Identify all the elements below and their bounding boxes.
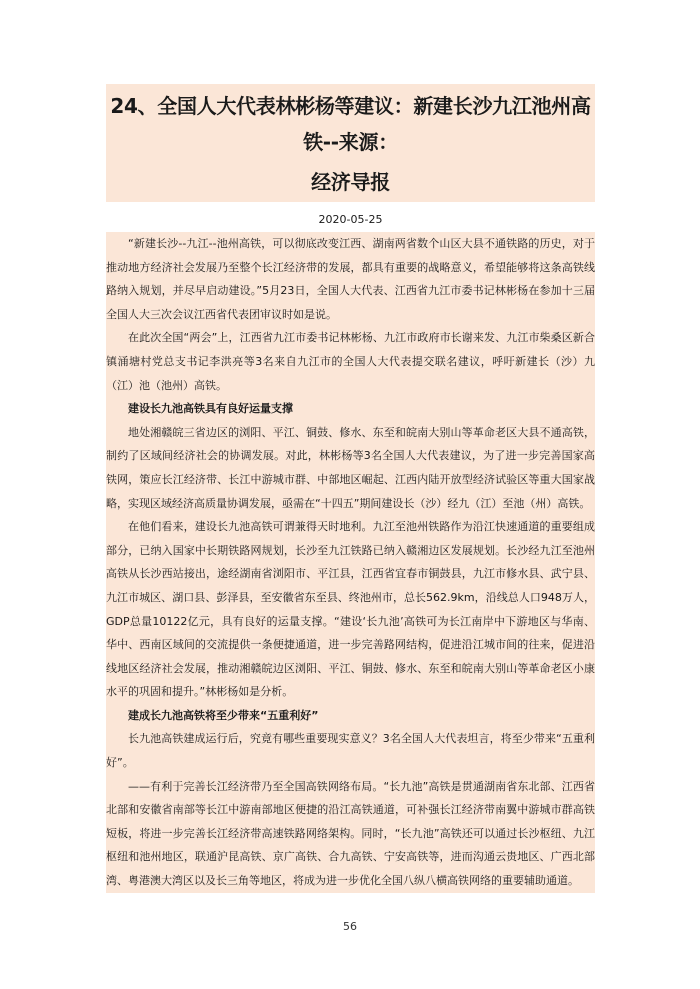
paragraph: ——有利于完善长江经济带乃至全国高铁网络布局。“长九池”高铁是贯通湖南省东北部、江西省北部和安徽省南部等长江中游南部地区便捷的沿江高铁通道，可补强长江经济带南翼中游城市群高铁短板，将进一步完善长江经济带高速铁路网络架构。同时，“长九池”高铁还可以通过长沙枢纽、九江枢纽和池州地区，联通沪昆高铁、京广高铁、合九高铁、宁安高铁等，进而沟通云贵地区、广西北部湾、粤港澳大湾区以及长三角等地区，将成为进一步优化全国八纵八横高铁网络的重要辅助通道。 bbox=[106, 779, 595, 888]
publish-date: 2020-05-25 bbox=[318, 213, 383, 226]
article-title-line-1: 24、全国人大代表林彬杨等建议：新建长沙九江池州高铁--来源： bbox=[110, 94, 591, 154]
paragraph: “新建长沙--九江--池州高铁，可以彻底改变江西、湖南两省数个山区大县不通铁路的历史，对于推动地方经济社会发展乃至整个长江经济带的发展，都具有重要的战略意义，希望能够将这条高铁线路纳入规划，并尽早启动建设。”5月23日，全国人大代表、江西省九江市委书记林彬杨在参加十三届全国人大三次会议江西省代表团审议时如是说。 bbox=[106, 237, 595, 321]
article-body bbox=[106, 232, 595, 893]
paragraph: 在此次全国“两会”上，江西省九江市委书记林彬杨、九江市政府市长谢来发、九江市柴桑区新合镇涌塘村党总支书记李洪亮等3名来自九江市的全国人大代表提交联名建议，呼吁新建长（沙）九（江）池（池州）高铁。 bbox=[106, 331, 595, 392]
page-number: 56 bbox=[343, 920, 357, 933]
paragraph: 地处湘赣皖三省边区的浏阳、平江、铜鼓、修水、东至和皖南大别山等革命老区大县不通高铁，制约了区域间经济社会的协调发展。对此，林彬杨等3名全国人大代表建议，为了进一步完善国家高铁网，策应长江经济带、长江中游城市群、中部地区崛起、江西内陆开放型经济试验区等重大国家战略，实现区域经济高质量协调发展，亟需在“十四五”期间建设长（沙）经九（江）至池（州）高铁。 bbox=[106, 425, 595, 510]
paragraph: 在他们看来，建设长九池高铁可谓兼得天时地利。九江至池州铁路作为沿江快速通道的重要组成部分，已纳入国家中长期铁路网规划，长沙至九江铁路已纳入赣湘边区发展规划。长沙经九江至池州高铁从长沙西站接出，途经湖南省浏阳市、平江县，江西省宜春市铜鼓县，九江市修水县、武宁县、九江市城区、湖口县、彭泽县，至安徽省东至县、终池州市，总长562.9km，沿线总人口948万人，GDP总量10122亿元，具有良好的运量支撑。“建设‘长九池’高铁可为长江南岸中下游地区与华南、华中、西南区域间的交流提供一条便捷通道，进一步完善路网结构，促进沿江城市间的往来，促进沿线地区经济社会发展，推动湘赣皖边区浏阳、平江、铜鼓、修水、东至和皖南大别山等革命老区小康水平的巩固和提升。”林彬杨如是分析。 bbox=[106, 520, 595, 699]
section-heading: 建设长九池高铁具有良好运量支撑 bbox=[128, 402, 293, 416]
document-page bbox=[106, 84, 595, 893]
section-heading: 建成长九池高铁将至少带来“五重利好” bbox=[128, 708, 319, 722]
article-title-line-2: 经济导报 bbox=[311, 170, 390, 194]
paragraph: 长九池高铁建成运行后，究竟有哪些重要现实意义？3名全国人大代表坦言，将至少带来“五重利好”。 bbox=[106, 732, 595, 770]
title-block bbox=[106, 84, 595, 202]
